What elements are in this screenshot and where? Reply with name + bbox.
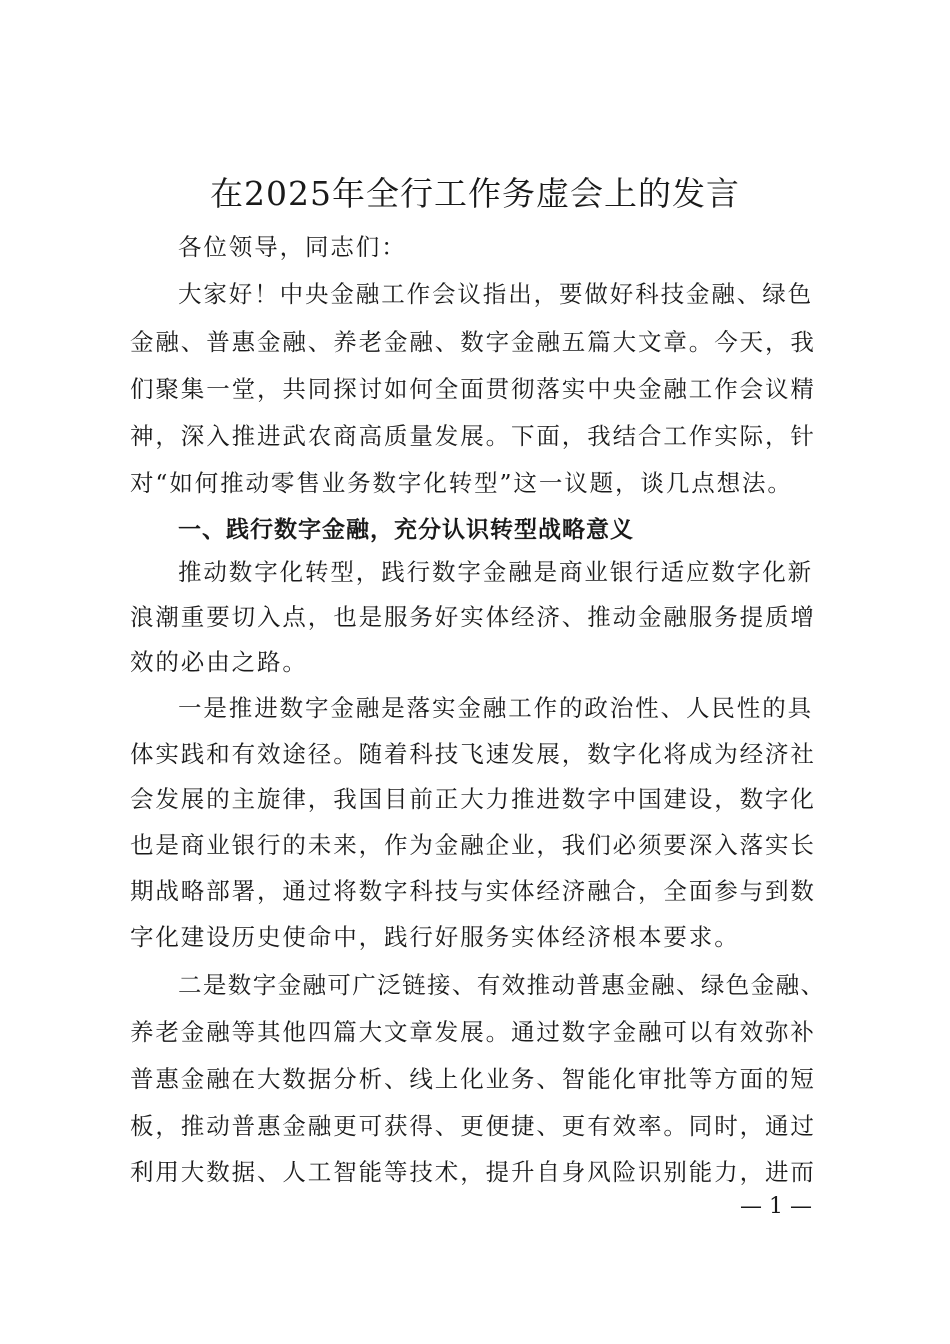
page-number: — 1 — <box>740 1194 812 1219</box>
paragraph-line: 会发展的主旋律，我国目前正大力推进数字中国建设，数字化 <box>130 785 816 813</box>
paragraph-line: 也是商业银行的未来，作为金融企业，我们必须要深入落实长 <box>130 831 816 859</box>
document-title: 在2025年全行工作务虚会上的发言 <box>210 174 740 213</box>
paragraph-line: 二是数字金融可广泛链接、有效推动普惠金融、绿色金融、 <box>178 971 826 999</box>
section-heading-1: 一、践行数字金融，充分认识转型战略意义 <box>178 517 634 543</box>
paragraph-line: 金融、普惠金融、养老金融、数字金融五篇大文章。今天，我 <box>130 328 816 356</box>
salutation: 各位领导，同志们： <box>178 233 407 261</box>
paragraph-line: 效的必由之路。 <box>130 648 308 676</box>
paragraph-line: 们聚集一堂，共同探讨如何全面贯彻落实中央金融工作会议精 <box>130 375 816 403</box>
paragraph-line: 体实践和有效途径。随着科技飞速发展，数字化将成为经济社 <box>130 740 816 768</box>
paragraph-line: 推动数字化转型，践行数字金融是商业银行适应数字化新 <box>178 558 813 586</box>
paragraph-line: 期战略部署，通过将数字科技与实体经济融合，全面参与到数 <box>130 877 816 905</box>
paragraph-line: 养老金融等其他四篇大文章发展。通过数字金融可以有效弥补 <box>130 1018 816 1046</box>
paragraph-line: 大家好！中央金融工作会议指出，要做好科技金融、绿色 <box>178 280 813 308</box>
paragraph-line: 利用大数据、人工智能等技术，提升自身风险识别能力，进而 <box>130 1158 816 1186</box>
paragraph-line: 一是推进数字金融是落实金融工作的政治性、人民性的具 <box>178 694 813 722</box>
paragraph-line: 浪潮重要切入点，也是服务好实体经济、推动金融服务提质增 <box>130 603 816 631</box>
paragraph-line: 对“如何推动零售业务数字化转型”这一议题，谈几点想法。 <box>130 469 793 497</box>
paragraph-line: 神，深入推进武农商高质量发展。下面，我结合工作实际，针 <box>130 422 816 450</box>
paragraph-line: 字化建设历史使命中，践行好服务实体经济根本要求。 <box>130 923 740 951</box>
paragraph-line: 板，推动普惠金融更可获得、更便捷、更有效率。同时，通过 <box>130 1112 816 1140</box>
paragraph-line: 普惠金融在大数据分析、线上化业务、智能化审批等方面的短 <box>130 1065 816 1093</box>
